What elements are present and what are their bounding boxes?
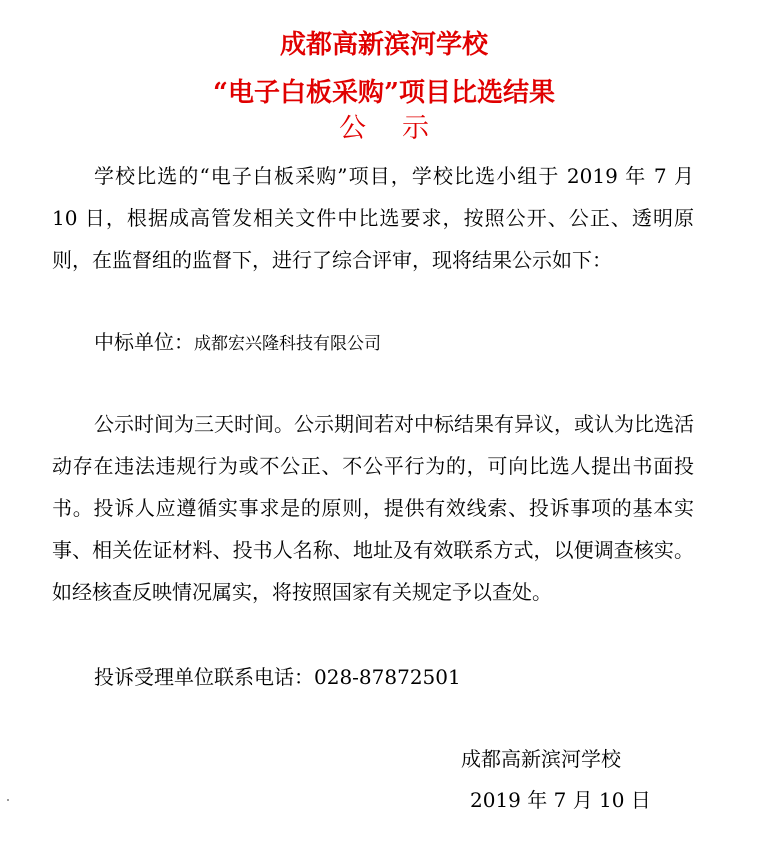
publicity-paragraph: 公示时间为三天时间。公示期间若对中标结果有异议，或认为比选活动存在违法违规行为或不公正、不公平行为的，可向比选人提出书面投书。投诉人应遵循实事求是的原则，提供有效线索、投诉事项的基本实事、相关佐证材料、投书人名称、地址及有效联系方式，以便调查核实。如经核查反映情况属实，将按照国家有关规定予以查处。	[52, 412, 694, 604]
school-title: 成都高新滨河学校	[279, 30, 488, 60]
winner-label: 中标单位：	[94, 330, 194, 354]
signature-school: 成都高新滨河学校	[461, 747, 621, 771]
notice-heading: 公示	[339, 113, 465, 144]
intro-paragraph: 学校比选的“电子白板采购”项目，学校比选小组于 2019 年 7 月 10 日，根据成高管发相关文件中比选要求，按照公开、公正、透明原则，在监督组的监督下，进行了综合评审，现将结果公示如下：	[52, 164, 694, 272]
project-result-title: “电子白板采购”项目比选结果	[213, 78, 555, 108]
signature-date: 2019 年 7 月 10 日	[470, 788, 651, 812]
winner-company: 成都宏兴隆科技有限公司	[194, 334, 381, 354]
scan-speck	[7, 799, 9, 801]
complaint-phone-line: 投诉受理单位联系电话：028-87872501	[94, 665, 461, 689]
winner-line	[52, 321, 694, 365]
